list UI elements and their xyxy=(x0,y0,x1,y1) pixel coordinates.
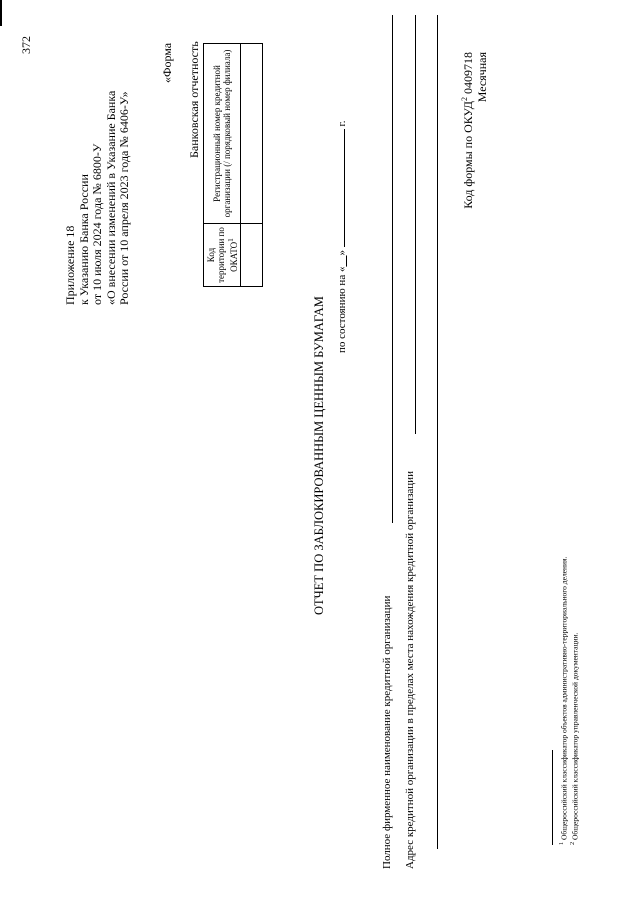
date-month-blank[interactable] xyxy=(344,129,345,247)
regnum-header: Регистрационный номер кредитной организации (/ порядковый номер филиала) xyxy=(204,44,241,224)
report-title: ОТЧЕТ ПО ЗАБЛОКИРОВАННЫМ ЦЕННЫМ БУМАГАМ xyxy=(312,296,326,615)
footnote-separator xyxy=(552,750,553,845)
regnum-cell[interactable] xyxy=(241,44,263,224)
okato-header: Код территории по ОКАТО$^1$ xyxy=(204,224,241,287)
header-line: «О внесении изменений в Указание Банка xyxy=(103,90,118,305)
okato-cell[interactable] xyxy=(241,224,263,287)
page-number: 372 xyxy=(19,36,33,54)
name-label: Полное фирменное наименование кредитной организации xyxy=(381,595,393,869)
form-period: Месячная xyxy=(474,52,489,103)
footnote-2: $^2$ Общероссийский классификатор управленческой документации. xyxy=(569,632,580,845)
header-line: к Указанию Банка России xyxy=(76,174,91,305)
footnote-1: $^1$ Общероссийский классификатор объектов административно-территориального деления. xyxy=(558,556,569,845)
report-date: по состоянию на «__» г. xyxy=(336,120,348,353)
address-label: Адрес кредитной организации в пределах места нахождения кредитной организации xyxy=(404,471,416,869)
date-day-blank[interactable]: __ xyxy=(336,255,348,267)
form-code: Код формы по ОКУД$^2$ 0409718 Месячная xyxy=(458,52,489,212)
reporting-title: Банковская отчетность xyxy=(187,41,201,158)
registration-table xyxy=(203,43,263,287)
address-field-line-2[interactable] xyxy=(437,15,438,849)
header-line: России от 10 апреля 2023 года № 6406-У» xyxy=(117,91,131,305)
address-field-line[interactable] xyxy=(415,15,416,434)
header-block xyxy=(64,91,132,305)
header-line: Приложение 18 xyxy=(63,225,77,305)
header-line: от 10 июля 2024 года № 6800-У xyxy=(90,143,104,305)
form-label: «Форма xyxy=(160,42,174,83)
name-field-line[interactable] xyxy=(392,15,393,523)
